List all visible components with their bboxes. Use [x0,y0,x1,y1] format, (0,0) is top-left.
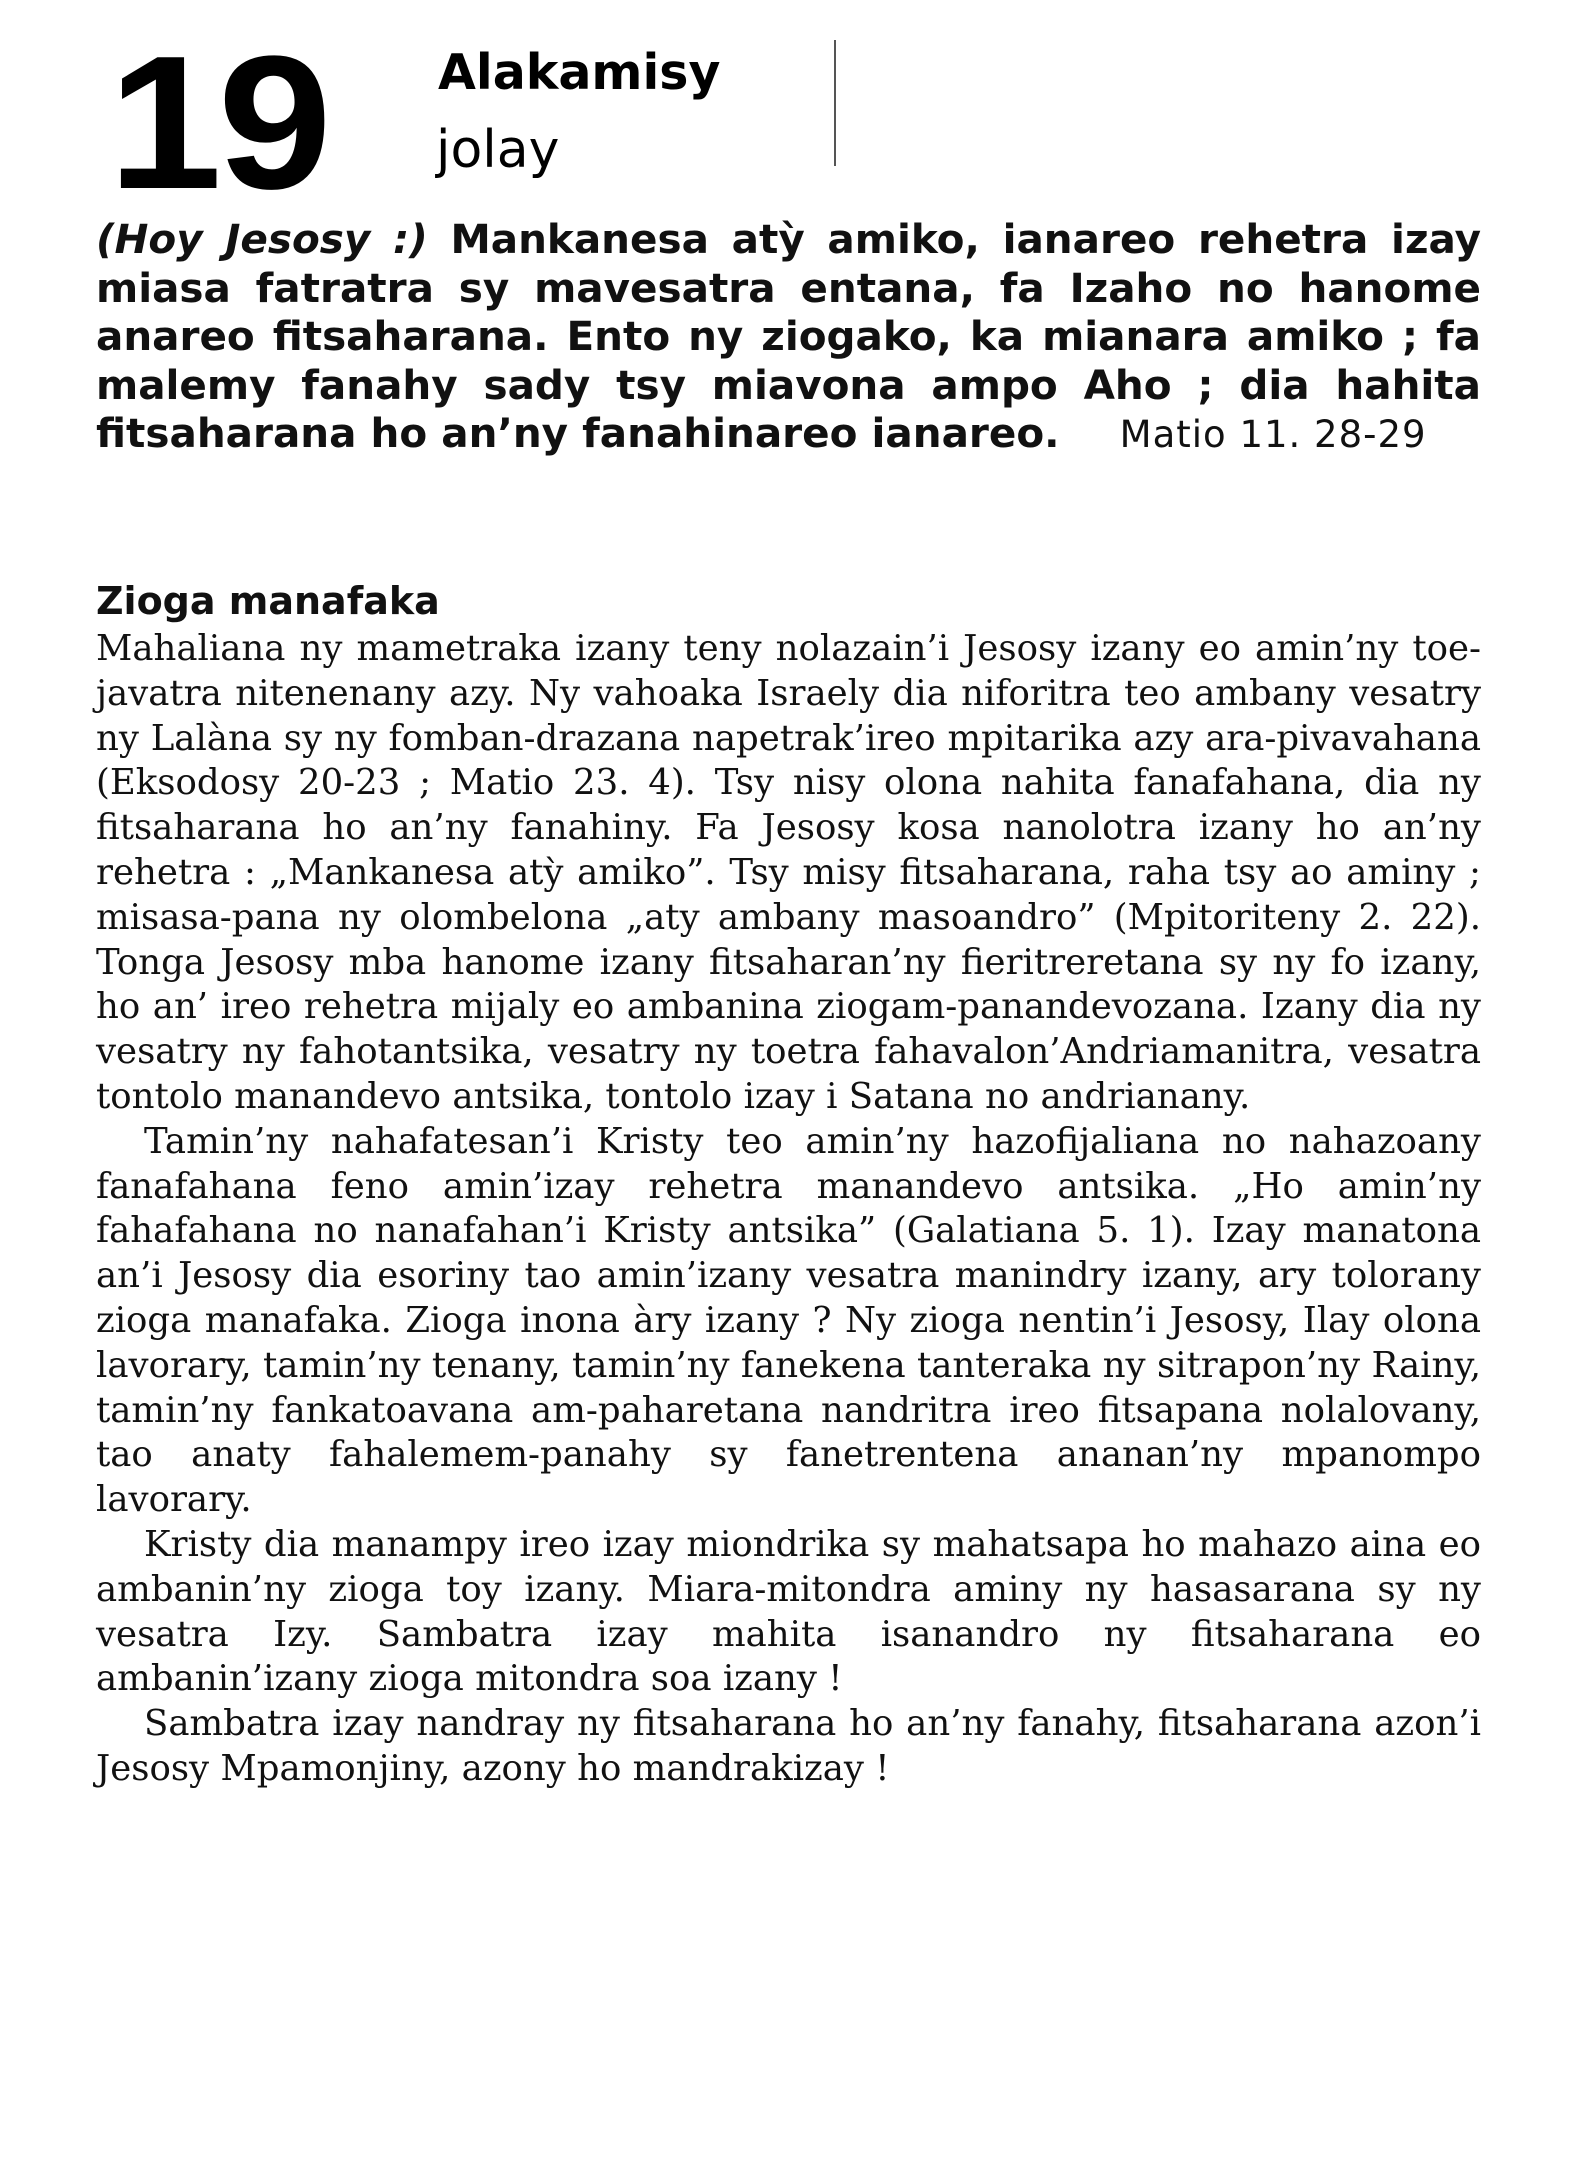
paragraph: Mahaliana ny mametraka izany teny nolazain’i Jesosy izany eo amin’ny toe-javatra nitenenany azy. Ny vahoaka Israely dia niforitra teo ambany vesatry ny Lalàna sy ny fomban-drazana napetrak’ireo mpitarika azy ara-pivavahana (Eksodosy 20-23 ; Matio 23. 4). Tsy nisy olona nahita fanafahana, dia ny fitsaharana ho an’ny fanahiny. Fa Jesosy kosa nanolotra izany ho an’ny rehetra : „Mankanesa atỳ amiko”. Tsy misy fitsaharana, raha tsy ao aminy ; misasa-pana ny olombelona „aty ambany masoandro” (Mpitoriteny 2. 22). Tonga Jesosy mba hanome izany fitsaharan’ny fieritreretana sy ny fo izany, ho an’ ireo rehetra mijaly eo ambanina ziogam-panandevozana. Izany dia ny vesatry ny fahotantsika, vesatry ny toetra fahavalon’Andriamanitra, vesatra tontolo manandevo antsika, tontolo izay i Satana no andrianany. [96,628,1481,1117]
header-divider [834,40,836,166]
section-body [96,627,1481,1792]
day-number: 19 [108,17,328,229]
section-heading: Zioga manafaka [96,579,440,623]
weekday-label: Alakamisy [438,44,721,101]
paragraph: Kristy dia manampy ireo izay miondrika sy mahatsapa ho mahazo aina eo ambanin’ny zioga toy izany. Miara-mitondra aminy ny hasasarana sy ny vesatra Izy. Sambatra izay mahita isanandro ny fitsaharana eo ambanin’izany zioga mitondra soa izany ! [96,1523,1481,1700]
verse-speaker: (Hoy Jesosy :) [96,215,428,263]
month-label: jolay [436,120,560,180]
verse-text: Mankanesa atỳ amiko, ianareo rehetra izay miasa fatratra sy mavesatra entana, fa Izaho no hanome anareo fitsaharana. Ento ny ziogako, ka mianara amiko ; fa malemy fanahy sady tsy miavona ampo Aho ; dia hahita fitsaharana ho an’ny fanahinareo ianareo. [96,215,1481,457]
paragraph: Tamin’ny nahafatesan’i Kristy teo amin’ny hazofijaliana no nahazoany fanafahana feno amin’izay rehetra manandevo antsika. „Ho amin’ny fahafahana no nanafahan’i Kristy antsika” (Galatiana 5. 1). Izay manatona an’i Jesosy dia esoriny tao amin’izany vesatra manindry izany, ary tolorany zioga manafaka. Zioga inona àry izany ? Ny zioga nentin’i Jesosy, Ilay olona lavorary, tamin’ny tenany, tamin’ny fanekena tanteraka ny sitrapon’ny Rainy, tamin’ny fankatoavana am-paharetana nandritra ireo fitsapana nolalovany, tao anaty fahalemem-panahy sy fanetrentena ananan’ny mpanompo lavorary. [96,1120,1481,1521]
paragraph: Sambatra izay nandray ny fitsaharana ho an’ny fanahy, fitsaharana azon’i Jesosy Mpamonjiny, azony ho mandrakizay ! [96,1703,1481,1789]
verse-reference: Matio 11. 28-29 [1119,413,1427,456]
daily-verse [96,215,1481,460]
